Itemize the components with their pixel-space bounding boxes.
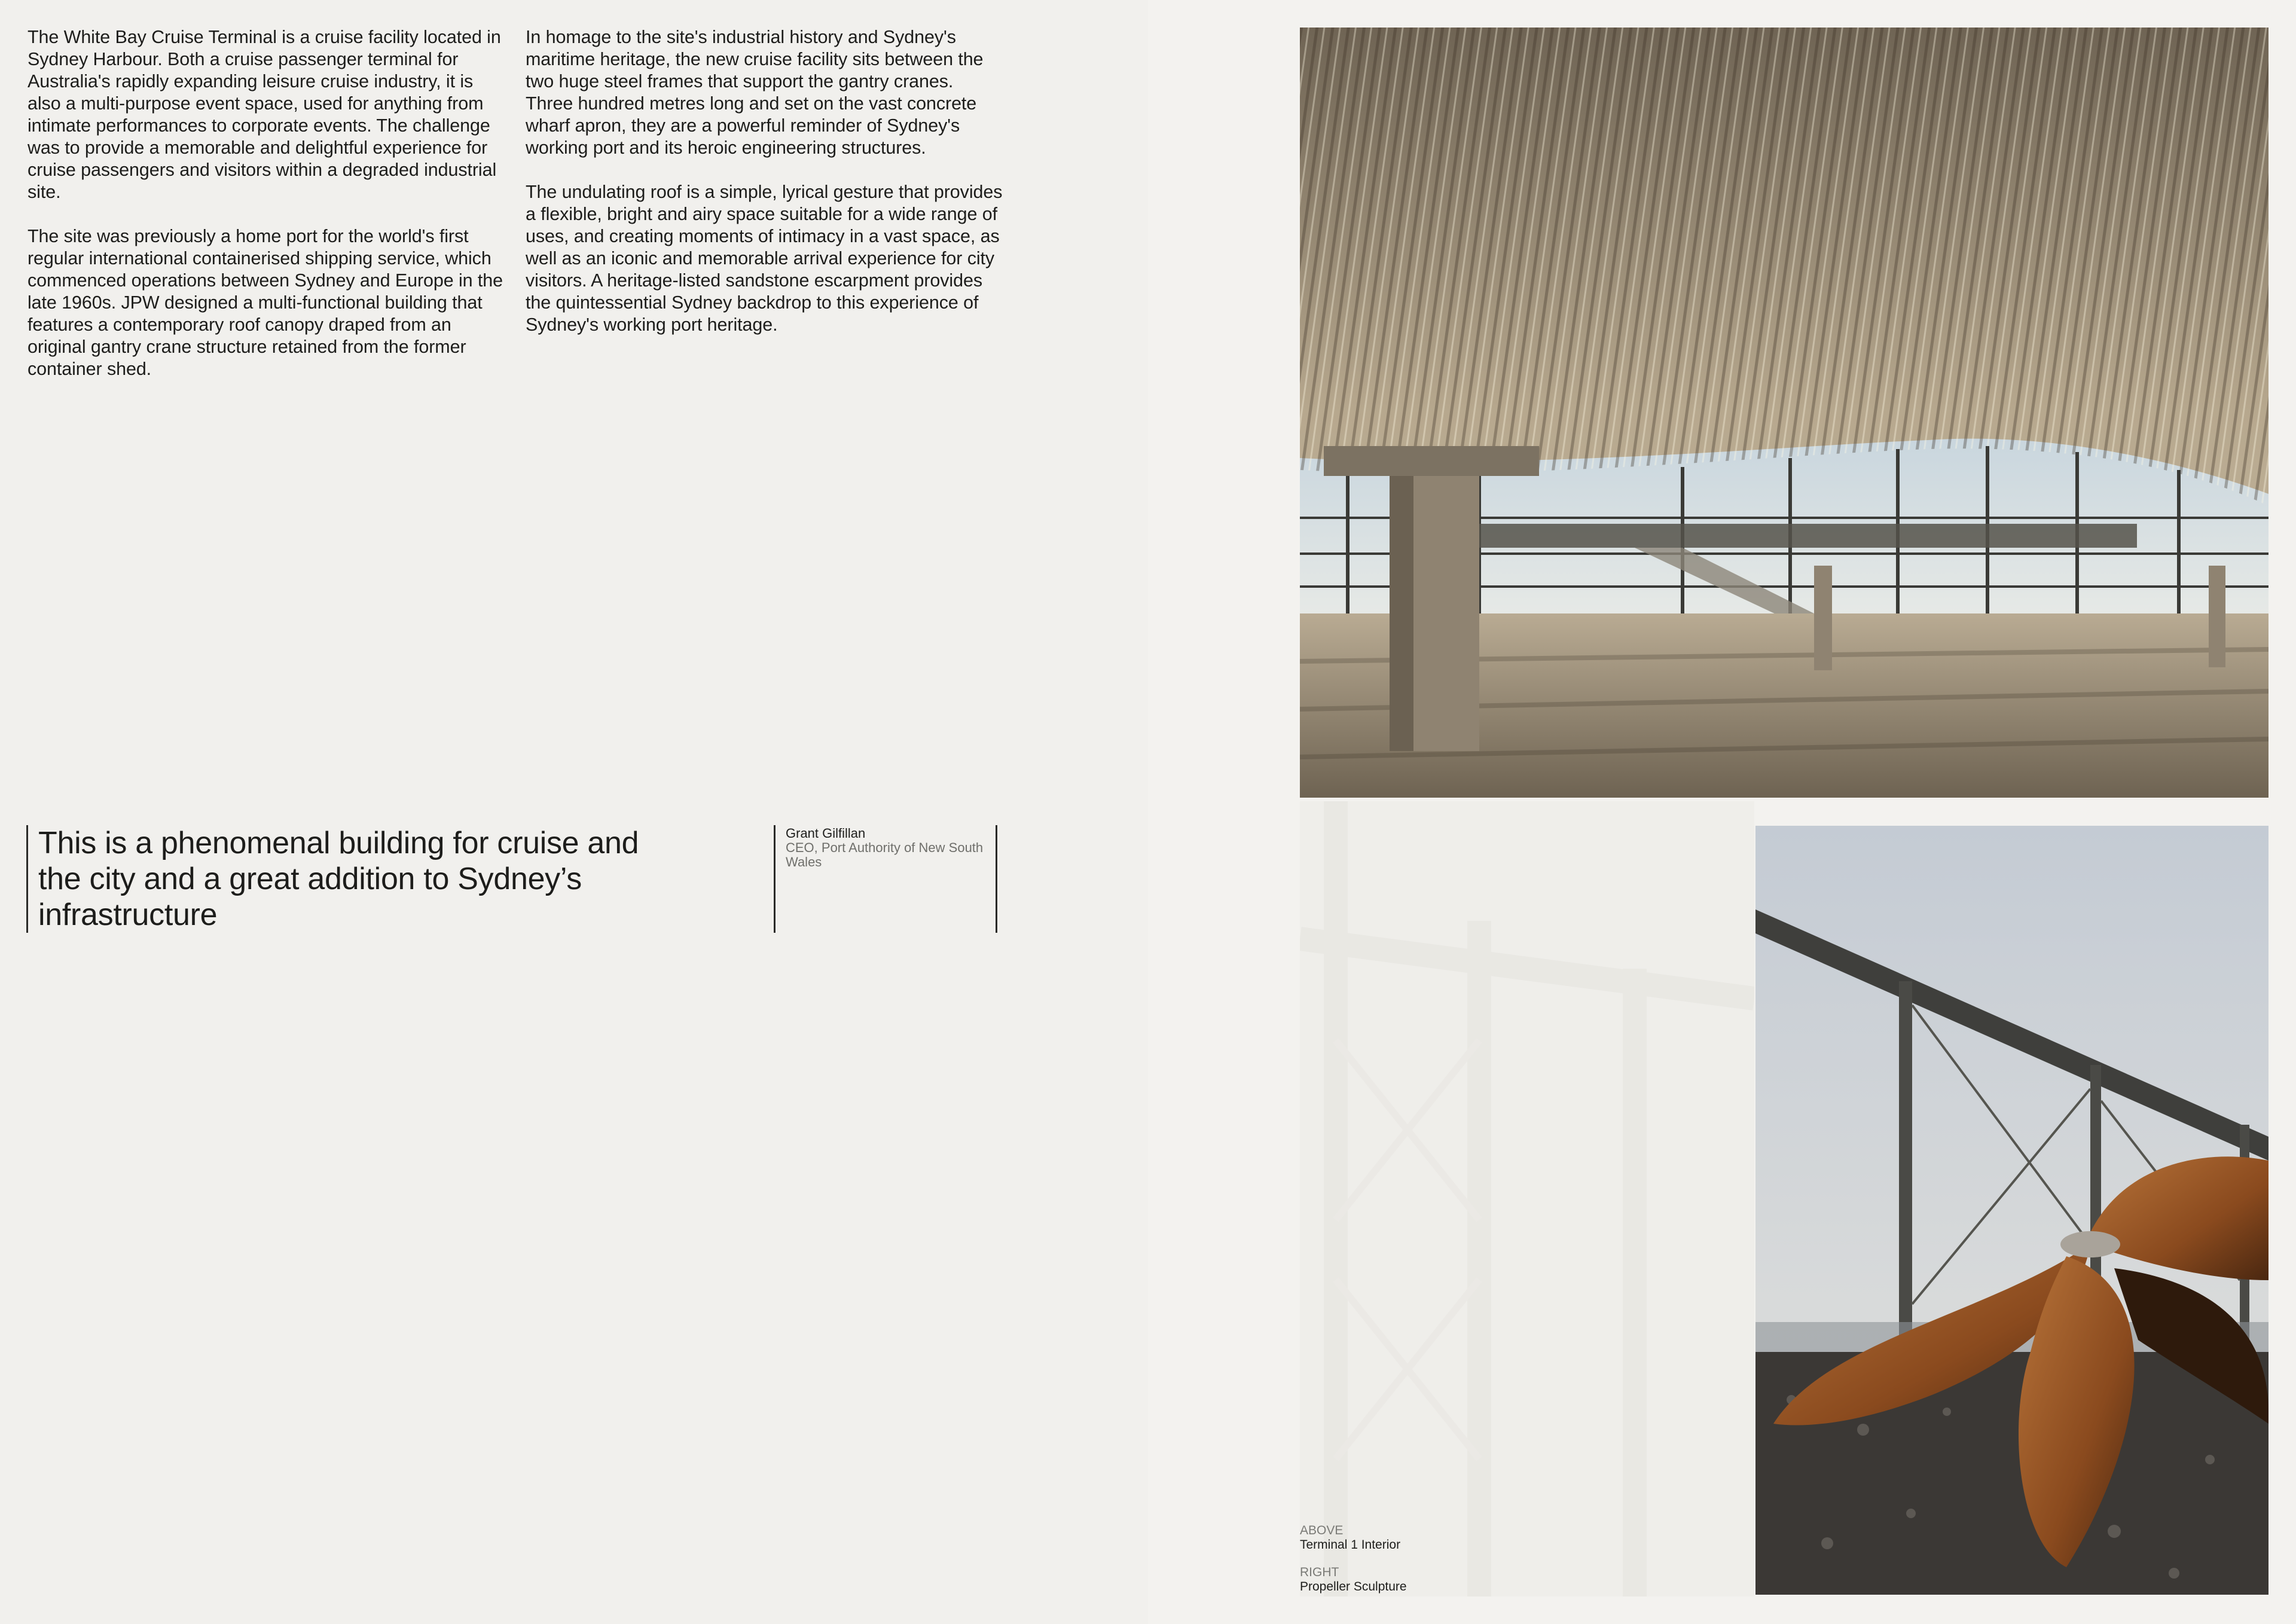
caption-right: [1300, 1565, 1539, 1594]
quote-text: This is a phenomenal building for cruise and the city and a great addition to Sydney’s infrastructure: [38, 826, 639, 932]
body-column-right: [526, 26, 1004, 358]
quote-rule: [996, 825, 997, 933]
attribution-role: CEO, Port Authority of New South Wales: [786, 840, 984, 869]
caption-label: RIGHT: [1300, 1565, 1339, 1579]
body-paragraph: The undulating roof is a simple, lyrical gesture that provides a flexible, bright and airy space suitable for a wide range of uses, and creating moments of intimacy in a vast space, as well as an iconic and memorable arrival experience for city visitors. A heritage-listed sandstone escarpment provides the quintessential Sydney backdrop to this experience of Sydney's working port heritage.: [526, 182, 1003, 335]
quote-attribution: [786, 826, 989, 869]
body-paragraph: In homage to the site's industrial history and Sydney's maritime heritage, the new cruise facility sits between the two huge steel frames that support the gantry cranes. Three hundred metres long and set on the vast concrete wharf apron, they are a powerful reminder of Sydney's working port and its heroic engineering structures.: [526, 27, 984, 158]
faded-background-photo: [1300, 801, 1754, 1596]
quote-rule: [774, 825, 775, 933]
body-paragraph: The White Bay Cruise Terminal is a cruise facility located in Sydney Harbour. Both a cruise passenger terminal for Australia's rapidly expanding leisure cruise industry, it is also a multi-purpose event space, used for anything from intimate performances to corporate events. The challenge was to provide a memorable and delightful experience for cruise passengers and visitors within a degraded industrial site.: [28, 27, 501, 202]
caption-above: [1300, 1524, 1539, 1552]
quote-rule: [26, 825, 28, 933]
caption-title: Terminal 1 Interior: [1300, 1538, 1401, 1552]
pull-quote: [26, 825, 997, 933]
caption-label: ABOVE: [1300, 1524, 1344, 1537]
attribution-name: Grant Gilfillan: [786, 826, 866, 841]
propeller-sculpture-photo: [1755, 826, 2268, 1595]
caption-title: Propeller Sculpture: [1300, 1580, 1407, 1594]
body-paragraph: The site was previously a home port for the world's first regular international containerised shipping service, which commenced operations between Sydney and Europe in the late 1960s. JPW designed a multi-functional building that features a contemporary roof canopy draped from an original gantry crane structure retained from the former container shed.: [28, 226, 503, 379]
terminal-interior-photo: [1300, 28, 2268, 798]
body-column-left: [28, 26, 506, 402]
